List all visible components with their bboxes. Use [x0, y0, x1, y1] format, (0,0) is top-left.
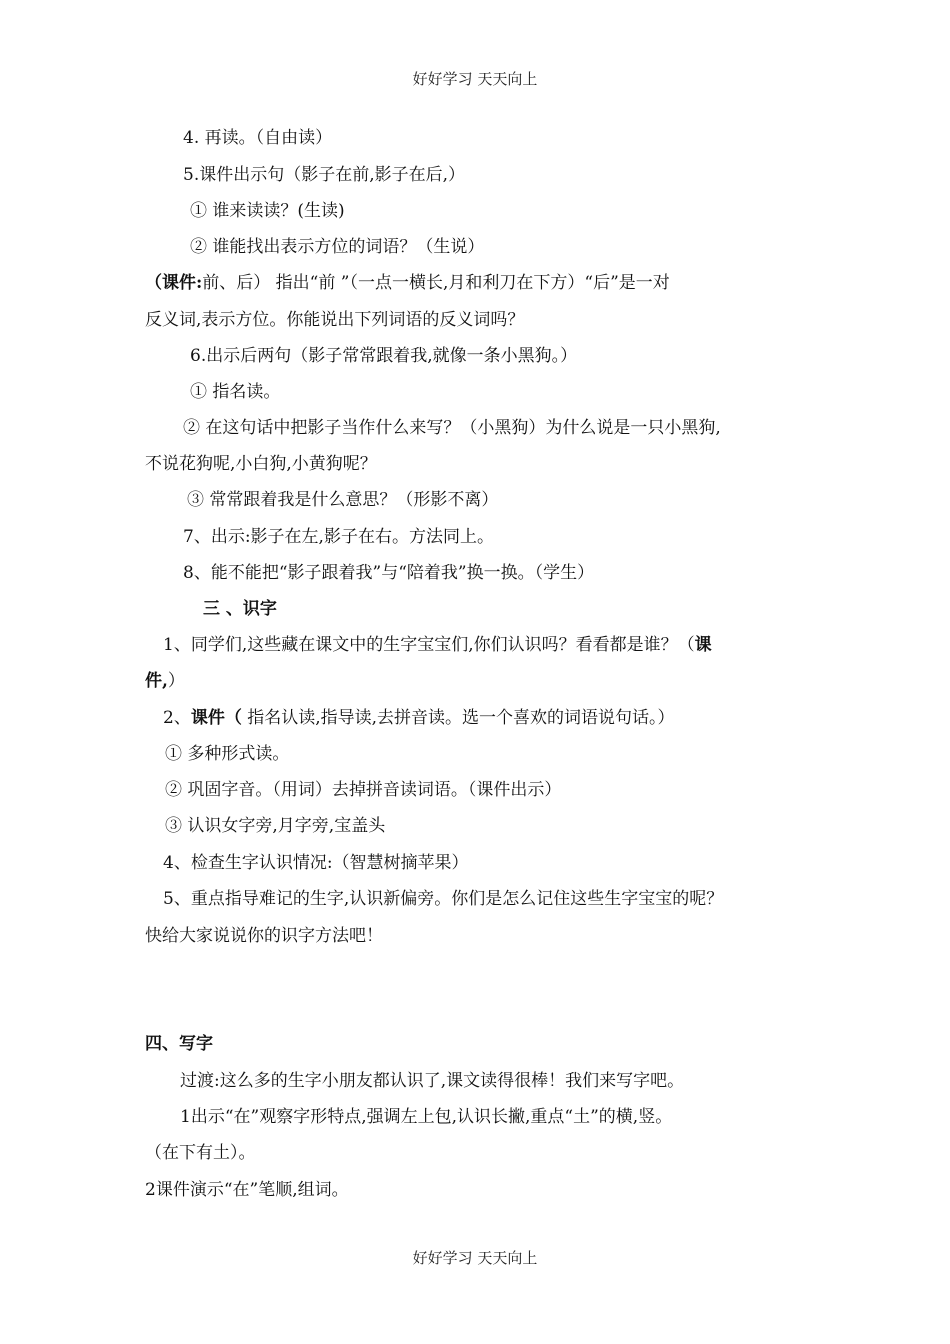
text-line [145, 272, 670, 294]
text-line: ③ 认识女字旁,月字旁,宝盖头 [165, 816, 386, 836]
page-footer: 好好学习 天天向上 [412, 1249, 538, 1267]
text-line: （在下有土）。 [145, 1143, 256, 1163]
section-heading: 三 、识字 [203, 599, 277, 619]
text-line [163, 634, 712, 656]
text-span: 指名认读,指导读,去拼音读。选一个喜欢的词语说句话。） [241, 708, 675, 728]
text-line: 快给大家说说你的识字方法吧！ [145, 926, 383, 946]
bold-term: 课 [694, 635, 712, 655]
text-line: 5.课件出示句（影子在前,影子在后,） [183, 165, 466, 185]
bold-term: 课件（ [190, 708, 242, 728]
text-line: 1出示“在”观察字形特点,强调左上包,认识长撇,重点“土”的横,竖。 [180, 1107, 673, 1127]
text-span: ） [167, 671, 185, 691]
text-line: 反义词,表示方位。你能说出下列词语的反义词吗？ [145, 310, 525, 330]
bold-term: （课件: [145, 273, 203, 293]
text-line: 4. 再读。（自由读） [183, 128, 333, 148]
text-span: 2、 [163, 708, 191, 728]
page-header: 好好学习 天天向上 [412, 70, 538, 88]
text-line: 4、检查生字认识情况:（智慧树摘苹果） [163, 853, 469, 873]
text-line: 2课件演示“在”笔顺,组词。 [145, 1180, 349, 1200]
bold-term: 件, [145, 671, 168, 691]
text-line: ③ 常常跟着我是什么意思？（形影不离） [187, 490, 499, 510]
text-line: 7、出示:影子在左,影子在右。方法同上。 [183, 527, 494, 547]
text-line: ① 多种形式读。 [165, 744, 290, 764]
section-heading: 四、写字 [145, 1034, 213, 1054]
text-line: ② 巩固字音。（用词）去掉拼音读词语。（课件出示） [165, 780, 562, 800]
text-line: 6.出示后两句（影子常常跟着我,就像一条小黑狗。） [190, 346, 578, 366]
text-span: 前、后） 指出“前 ”（一点一横长,月和利刀在下方）“后”是一对 [202, 273, 670, 293]
text-line: ① 指名读。 [190, 382, 281, 402]
text-line [163, 707, 675, 729]
text-line: ② 在这句话中把影子当作什么来写？（小黑狗）为什么说是一只小黑狗, [183, 418, 721, 438]
text-line [145, 670, 185, 692]
text-line: ① 谁来读读？(生读) [190, 201, 345, 221]
text-span: 1、同学们,这些藏在课文中的生字宝宝们,你们认识吗？看看都是谁？（ [163, 635, 695, 655]
text-line: 8、能不能把“影子跟着我”与“陪着我”换一换。（学生） [183, 563, 595, 583]
text-line: 不说花狗呢,小白狗,小黄狗呢？ [145, 454, 377, 474]
text-line: ② 谁能找出表示方位的词语？（生说） [190, 237, 485, 257]
text-line: 5、重点指导难记的生字,认识新偏旁。你们是怎么记住这些生字宝宝的呢？ [163, 889, 724, 909]
text-line: 过渡:这么多的生字小朋友都认识了,课文读得很棒！我们来写字吧。 [180, 1071, 685, 1091]
